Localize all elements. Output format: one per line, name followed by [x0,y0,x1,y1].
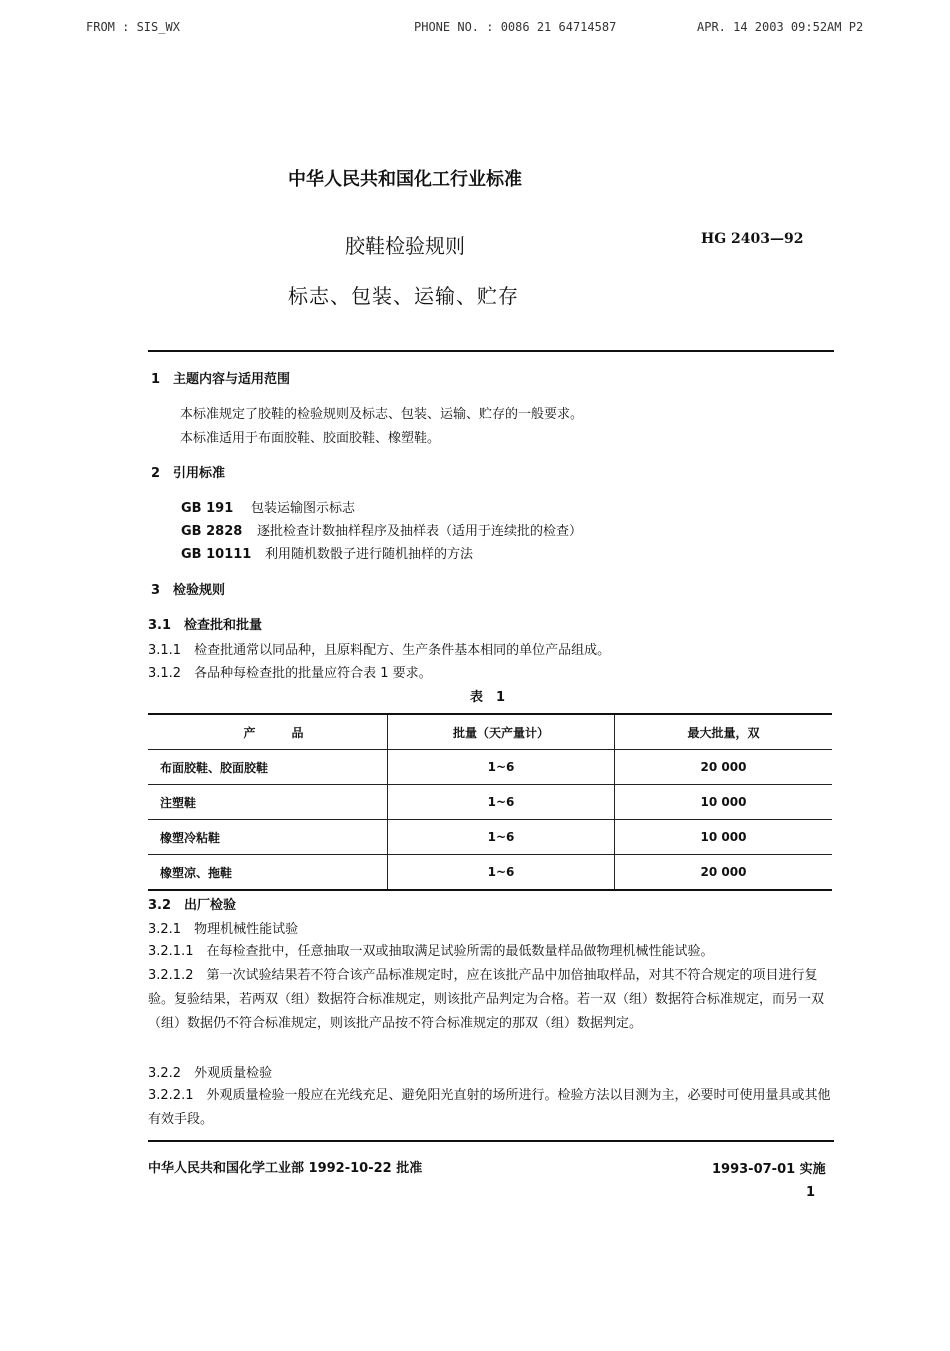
table-caption: 表 1 [470,690,506,705]
fax-date: APR. 14 2003 09:52AM P2 [697,20,864,34]
document-subtitle: 标志、包装、运输、贮存 [288,284,519,308]
section-3-heading: 3 检验规则 [151,583,226,598]
approval-line: 中华人民共和国化学工业部 1992-10-22 批准 [148,1161,423,1176]
table-header-row [148,714,832,750]
page-number: 1 [806,1185,816,1200]
clause-3-2-1-2: 3.2.1.2 第一次试验结果若不符合该产品标准规定时，应在该批产品中加倍抽取样品，对其不符合规定的项目进行复验。复验结果，若两双（组）数据符合标准规定，则该批产品判定为合格。若一双（组）数据符合标准规定，而另一双（组）数据仍不符合标准规定，则该批产品按不符合标准规定的那双（组）数据判定。 [148,968,825,1031]
table-row [148,750,832,785]
cell-batch: 1~6 [388,820,615,855]
column-header-product: 产 品 [148,714,388,750]
ref-title: 逐批检查计数抽样程序及抽样表（适用于连续批的检查） [257,524,583,539]
table-row [148,855,832,891]
fax-from: FROM : SIS_WX [86,20,180,34]
section-1-heading: 1 主题内容与适用范围 [151,372,291,387]
cell-max-batch: 10 000 [615,820,833,855]
cell-max-batch: 20 000 [615,750,833,785]
cell-product: 注塑鞋 [148,785,388,820]
cell-batch: 1~6 [388,785,615,820]
clause-3-2-1-1: 3.2.1.1 在每检查批中，任意抽取一双或抽取满足试验所需的最低数量样品做物理机械性能试验。 [148,944,714,959]
header-rule [148,350,834,352]
standard-number: HG 2403—92 [701,231,804,247]
section-2-heading: 2 引用标准 [151,466,226,481]
clause-3-1-2: 3.1.2 各品种每检查批的批量应符合表 1 要求。 [148,666,432,681]
ref-title: 包装运输图示标志 [251,501,356,516]
standard-body: 中华人民共和国化工行业标准 [288,169,522,190]
clause-3-2-2-1: 3.2.2.1 外观质量检验一般应在光线充足、避免阳光直射的场所进行。检验方法以目测为主，必要时可使用量具或其他有效手段。 [148,1088,831,1127]
section-3-2-1-heading: 3.2.1 物理机械性能试验 [148,922,299,937]
cell-product: 橡塑冷粘鞋 [148,820,388,855]
ref-item [181,497,355,516]
cell-product: 橡塑凉、拖鞋 [148,855,388,891]
ref-code: GB 2828 [181,524,243,539]
cell-max-batch: 20 000 [615,855,833,891]
cell-batch: 1~6 [388,855,615,891]
clause-3-1-1: 3.1.1 检查批通常以同品种，且原料配方、生产条件基本相同的单位产品组成。 [148,643,611,658]
section-3-2-heading: 3.2 出厂检验 [148,898,237,913]
section-3-1-heading: 3.1 检查批和批量 [148,618,263,633]
cell-max-batch: 10 000 [615,785,833,820]
ref-title: 利用随机数骰子进行随机抽样的方法 [265,547,474,562]
ref-code: GB 191 [181,501,234,516]
batch-size-table [148,713,832,891]
column-header-max-batch: 最大批量，双 [615,714,833,750]
effective-date: 1993-07-01 实施 [712,1162,826,1177]
cell-batch: 1~6 [388,750,615,785]
ref-item [181,520,582,539]
ref-code: GB 10111 [181,547,252,562]
section-1-line-2: 本标准适用于布面胶鞋、胶面胶鞋、橡塑鞋。 [180,431,441,446]
section-3-2-2-heading: 3.2.2 外观质量检验 [148,1066,273,1081]
footer-rule [148,1140,834,1142]
column-header-batch: 批量（天产量计） [388,714,615,750]
table-row [148,785,832,820]
fax-phone: PHONE NO. : 0086 21 64714587 [414,20,617,34]
section-1-line-1: 本标准规定了胶鞋的检验规则及标志、包装、运输、贮存的一般要求。 [180,407,584,422]
document-title: 胶鞋检验规则 [345,234,465,258]
table-row [148,820,832,855]
cell-product: 布面胶鞋、胶面胶鞋 [148,750,388,785]
ref-item [181,543,473,562]
